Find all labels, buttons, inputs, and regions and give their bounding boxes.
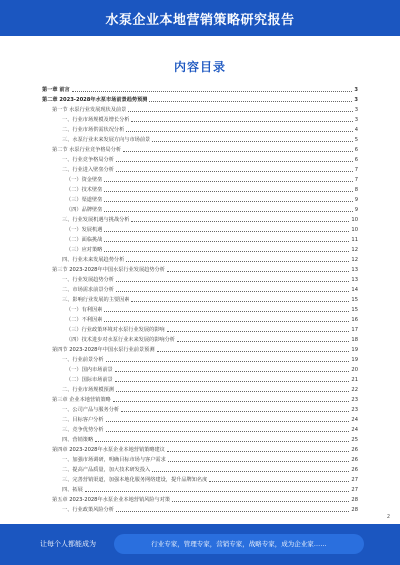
toc-entry-label: 第二章 2023-2028年水泵市场前景趋势预测 — [42, 97, 148, 103]
toc-entry-page: 7 — [354, 177, 358, 183]
dot-leader — [116, 391, 350, 392]
toc-entry-page: 6 — [354, 147, 358, 153]
toc-entry[interactable] — [42, 315, 358, 325]
toc-entry-page: 20 — [351, 367, 358, 373]
toc-entry[interactable] — [42, 475, 358, 485]
dot-leader — [116, 511, 350, 512]
dot-leader — [104, 201, 352, 202]
dot-leader — [152, 471, 349, 472]
toc-entry-label: （二）技术壁垒 — [66, 187, 103, 193]
toc-entry-page: 15 — [351, 297, 358, 303]
toc-entry-page: 9 — [354, 207, 358, 213]
toc-entry-page: 28 — [351, 507, 358, 513]
toc-entry[interactable] — [42, 355, 358, 365]
toc-entry-page: 18 — [351, 337, 358, 343]
toc-entry[interactable] — [42, 255, 358, 265]
toc-entry[interactable] — [42, 205, 358, 215]
toc-entry-page: 3 — [354, 87, 358, 93]
toc-entry-page: 14 — [351, 287, 358, 293]
dot-leader — [106, 431, 350, 432]
toc-entry-label: 一、行业前景分析 — [62, 357, 104, 363]
footer-banner: 行业专家，管理专家，营销专家，战略专家，成为企业家…… — [114, 534, 364, 554]
toc-entry[interactable] — [42, 235, 358, 245]
toc-entry-label: 二、目标客户分析 — [62, 417, 104, 423]
toc-entry-label: 第三节 2023-2028年中国水泵行业发展趋势分析 — [52, 267, 165, 273]
dot-leader — [72, 91, 353, 92]
toc-entry[interactable] — [42, 85, 358, 95]
header-bar — [0, 0, 400, 36]
toc-entry-page: 24 — [351, 417, 358, 423]
toc-entry-label: 四、营销策略 — [62, 437, 94, 443]
dot-leader — [168, 461, 350, 462]
toc-entry[interactable] — [42, 415, 358, 425]
toc-entry-page: 3 — [354, 97, 358, 103]
toc-entry-page: 8 — [354, 187, 358, 193]
toc-entry[interactable] — [42, 455, 358, 465]
dot-leader — [104, 211, 352, 212]
toc-entry-label: （四）品牌壁垒 — [66, 207, 103, 213]
toc-entry-label: 三、竞争优势分析 — [62, 427, 104, 433]
toc-entry-page: 27 — [351, 477, 358, 483]
table-of-contents — [42, 85, 358, 515]
toc-entry-label: （一）国内市场前景 — [66, 367, 113, 373]
dot-leader — [104, 311, 349, 312]
toc-entry[interactable] — [42, 425, 358, 435]
dot-leader — [126, 261, 349, 262]
toc-entry-page: 25 — [351, 437, 358, 443]
toc-entry[interactable] — [42, 155, 358, 165]
dot-leader — [131, 121, 352, 122]
toc-entry-label: 二、行业市场供需状况分析 — [62, 127, 125, 133]
toc-entry-page: 28 — [351, 497, 358, 503]
toc-entry-page: 12 — [351, 247, 358, 253]
toc-entry[interactable] — [42, 385, 358, 395]
toc-entry[interactable] — [42, 335, 358, 345]
toc-entry-label: 二、行业市场规模预测 — [62, 387, 114, 393]
toc-entry-label: （三）行业政策环境对水泵行业发展的影响 — [66, 327, 165, 333]
toc-entry-label: 二、行业进入壁垒分析 — [62, 167, 114, 173]
toc-entry-label: 四、拓展 — [62, 487, 83, 493]
toc-entry-label: 一、行业竞争格局分析 — [62, 157, 114, 163]
dot-leader — [167, 271, 349, 272]
toc-entry-label: 三、影响行业发展的主要因素 — [62, 297, 130, 303]
dot-leader — [116, 291, 350, 292]
toc-heading: 内容目录 — [173, 60, 226, 74]
toc-entry-page: 6 — [354, 157, 358, 163]
report-title: 水泵企业本地营销策略研究报告 — [105, 13, 295, 28]
toc-entry[interactable] — [42, 135, 358, 145]
dot-leader — [172, 501, 349, 502]
dot-leader — [152, 141, 352, 142]
toc-entry[interactable] — [42, 485, 358, 495]
toc-entry-label: （一）有利因素 — [66, 307, 103, 313]
toc-entry[interactable] — [42, 375, 358, 385]
dot-leader — [116, 171, 353, 172]
toc-entry-page: 26 — [351, 447, 358, 453]
toc-entry-label: 四、行业未来发展趋势分析 — [62, 257, 125, 263]
toc-entry-page: 19 — [351, 347, 358, 353]
toc-entry-page: 23 — [351, 397, 358, 403]
toc-entry-page: 17 — [351, 327, 358, 333]
toc-entry-label: 一、公司产品与服务分析 — [62, 407, 120, 413]
toc-entry-label: 一、行业市场规模及增长分析 — [62, 117, 130, 123]
dot-leader — [104, 181, 352, 182]
toc-entry-page: 27 — [351, 487, 358, 493]
toc-entry-label: （二）不利因素 — [66, 317, 103, 323]
dot-leader — [209, 481, 349, 482]
dot-leader — [126, 131, 352, 132]
dot-leader — [106, 361, 350, 362]
toc-entry[interactable] — [42, 165, 358, 175]
dot-leader — [131, 221, 349, 222]
toc-entry-page: 12 — [351, 257, 358, 263]
toc-entry-page: 26 — [351, 457, 358, 463]
dot-leader — [104, 251, 349, 252]
toc-entry[interactable] — [42, 305, 358, 315]
dot-leader — [115, 371, 350, 372]
toc-entry-label: （一）资金壁垒 — [66, 177, 103, 183]
dot-leader — [113, 401, 350, 402]
toc-entry-page: 13 — [351, 267, 358, 273]
toc-entry-label: 第三章 企业本地营销策略 — [52, 397, 111, 403]
toc-entry-page: 24 — [351, 427, 358, 433]
toc-entry-label: （三）应对策略 — [66, 247, 103, 253]
toc-entry[interactable] — [42, 325, 358, 335]
toc-entry-label: 一、行业发展趋势分析 — [62, 277, 114, 283]
toc-entry-page: 10 — [351, 217, 358, 223]
toc-entry[interactable] — [42, 395, 358, 405]
toc-entry-label: 第四节 2023-2028年中国水泵行业前景预测 — [52, 347, 155, 353]
toc-entry-label: （二）面临挑战 — [66, 237, 103, 243]
toc-entry-label: （二）国际市场前景 — [66, 377, 113, 383]
toc-entry-label: 第一章 前言 — [42, 87, 70, 93]
toc-entry[interactable] — [42, 345, 358, 355]
toc-entry[interactable] — [42, 145, 358, 155]
toc-entry-label: 三、水泵行业未来发展方向与市场前景 — [62, 137, 151, 143]
toc-entry-page: 23 — [351, 407, 358, 413]
footer-slogan: 让每个人都能成为 — [40, 540, 96, 548]
toc-entry-label: 二、市场需求前景分析 — [62, 287, 114, 293]
toc-entry[interactable] — [42, 435, 358, 445]
toc-entry[interactable] — [42, 105, 358, 115]
toc-entry[interactable] — [42, 285, 358, 295]
toc-entry-page: 4 — [354, 127, 358, 133]
footer-bar — [0, 524, 400, 565]
toc-entry[interactable] — [42, 175, 358, 185]
toc-entry-label: 一、行业政策风险分析 — [62, 507, 114, 513]
toc-entry[interactable] — [42, 445, 358, 455]
dot-leader — [115, 381, 350, 382]
dot-leader — [123, 151, 353, 152]
toc-entry-page: 22 — [351, 387, 358, 393]
toc-entry[interactable] — [42, 465, 358, 475]
toc-entry[interactable] — [42, 215, 358, 225]
toc-entry[interactable] — [42, 275, 358, 285]
page-number: 2 — [386, 514, 390, 520]
toc-entry-page: 21 — [351, 377, 358, 383]
dot-leader — [104, 241, 349, 242]
toc-entry[interactable] — [42, 225, 358, 235]
toc-entry-label: （一）发展机遇 — [66, 227, 103, 233]
toc-entry[interactable] — [42, 195, 358, 205]
toc-entry-page: 5 — [354, 137, 358, 143]
dot-leader — [85, 491, 350, 492]
toc-entry[interactable] — [42, 115, 358, 125]
toc-entry[interactable] — [42, 125, 358, 135]
toc-entry[interactable] — [42, 365, 358, 375]
toc-entry-label: 三、行业发展机遇与挑战分析 — [62, 217, 130, 223]
dot-leader — [121, 411, 349, 412]
dot-leader — [128, 111, 352, 112]
toc-entry-label: 二、提高产品质量，加大技术研发投入 — [62, 467, 151, 473]
toc-entry-page: 16 — [351, 317, 358, 323]
toc-entry-label: 第二节 水泵行业竞争格局分析 — [52, 147, 122, 153]
dot-leader — [116, 281, 350, 282]
dot-leader — [131, 301, 349, 302]
toc-entry-label: （三）渠道壁垒 — [66, 197, 103, 203]
toc-entry-label: 第四章 2023-2028年水泵企业本地营销策略建议 — [52, 447, 165, 453]
toc-entry[interactable] — [42, 405, 358, 415]
dot-leader — [167, 331, 350, 332]
toc-entry[interactable] — [42, 185, 358, 195]
toc-entry-page: 10 — [351, 227, 358, 233]
dot-leader — [104, 231, 349, 232]
toc-entry-label: 第一节 水泵行业发展现状及前景 — [52, 107, 127, 113]
dot-leader — [177, 341, 349, 342]
dot-leader — [157, 351, 350, 352]
toc-entry-label: 三、完善营销渠道，加强本地化服务网络建设，提升品牌知名度 — [62, 477, 208, 483]
toc-entry-label: 一、加强市场调研，明确目标市场与客户需求 — [62, 457, 166, 463]
dot-leader — [116, 161, 353, 162]
toc-entry-page: 3 — [354, 107, 358, 113]
toc-entry-page: 3 — [354, 117, 358, 123]
dot-leader — [149, 101, 352, 102]
toc-entry[interactable] — [42, 245, 358, 255]
dot-leader — [104, 191, 352, 192]
dot-leader — [104, 321, 349, 322]
toc-entry[interactable] — [42, 265, 358, 275]
toc-entry[interactable] — [42, 95, 358, 105]
toc-entry-page: 19 — [351, 357, 358, 363]
toc-entry[interactable] — [42, 495, 358, 505]
toc-entry-label: 第五章 2023-2028年水泵企业本地营销风险与对策 — [52, 497, 171, 503]
toc-entry-page: 7 — [354, 167, 358, 173]
toc-entry-page: 13 — [351, 277, 358, 283]
toc-entry-label: （四）技术进步对水泵行业未来发展的影响分析 — [66, 337, 175, 343]
toc-entry[interactable] — [42, 295, 358, 305]
dot-leader — [95, 441, 349, 442]
toc-entry-page: 26 — [351, 467, 358, 473]
toc-entry-page: 15 — [351, 307, 358, 313]
dot-leader — [167, 451, 349, 452]
toc-entry-page: 11 — [351, 237, 358, 243]
toc-entry-page: 9 — [354, 197, 358, 203]
dot-leader — [106, 421, 350, 422]
